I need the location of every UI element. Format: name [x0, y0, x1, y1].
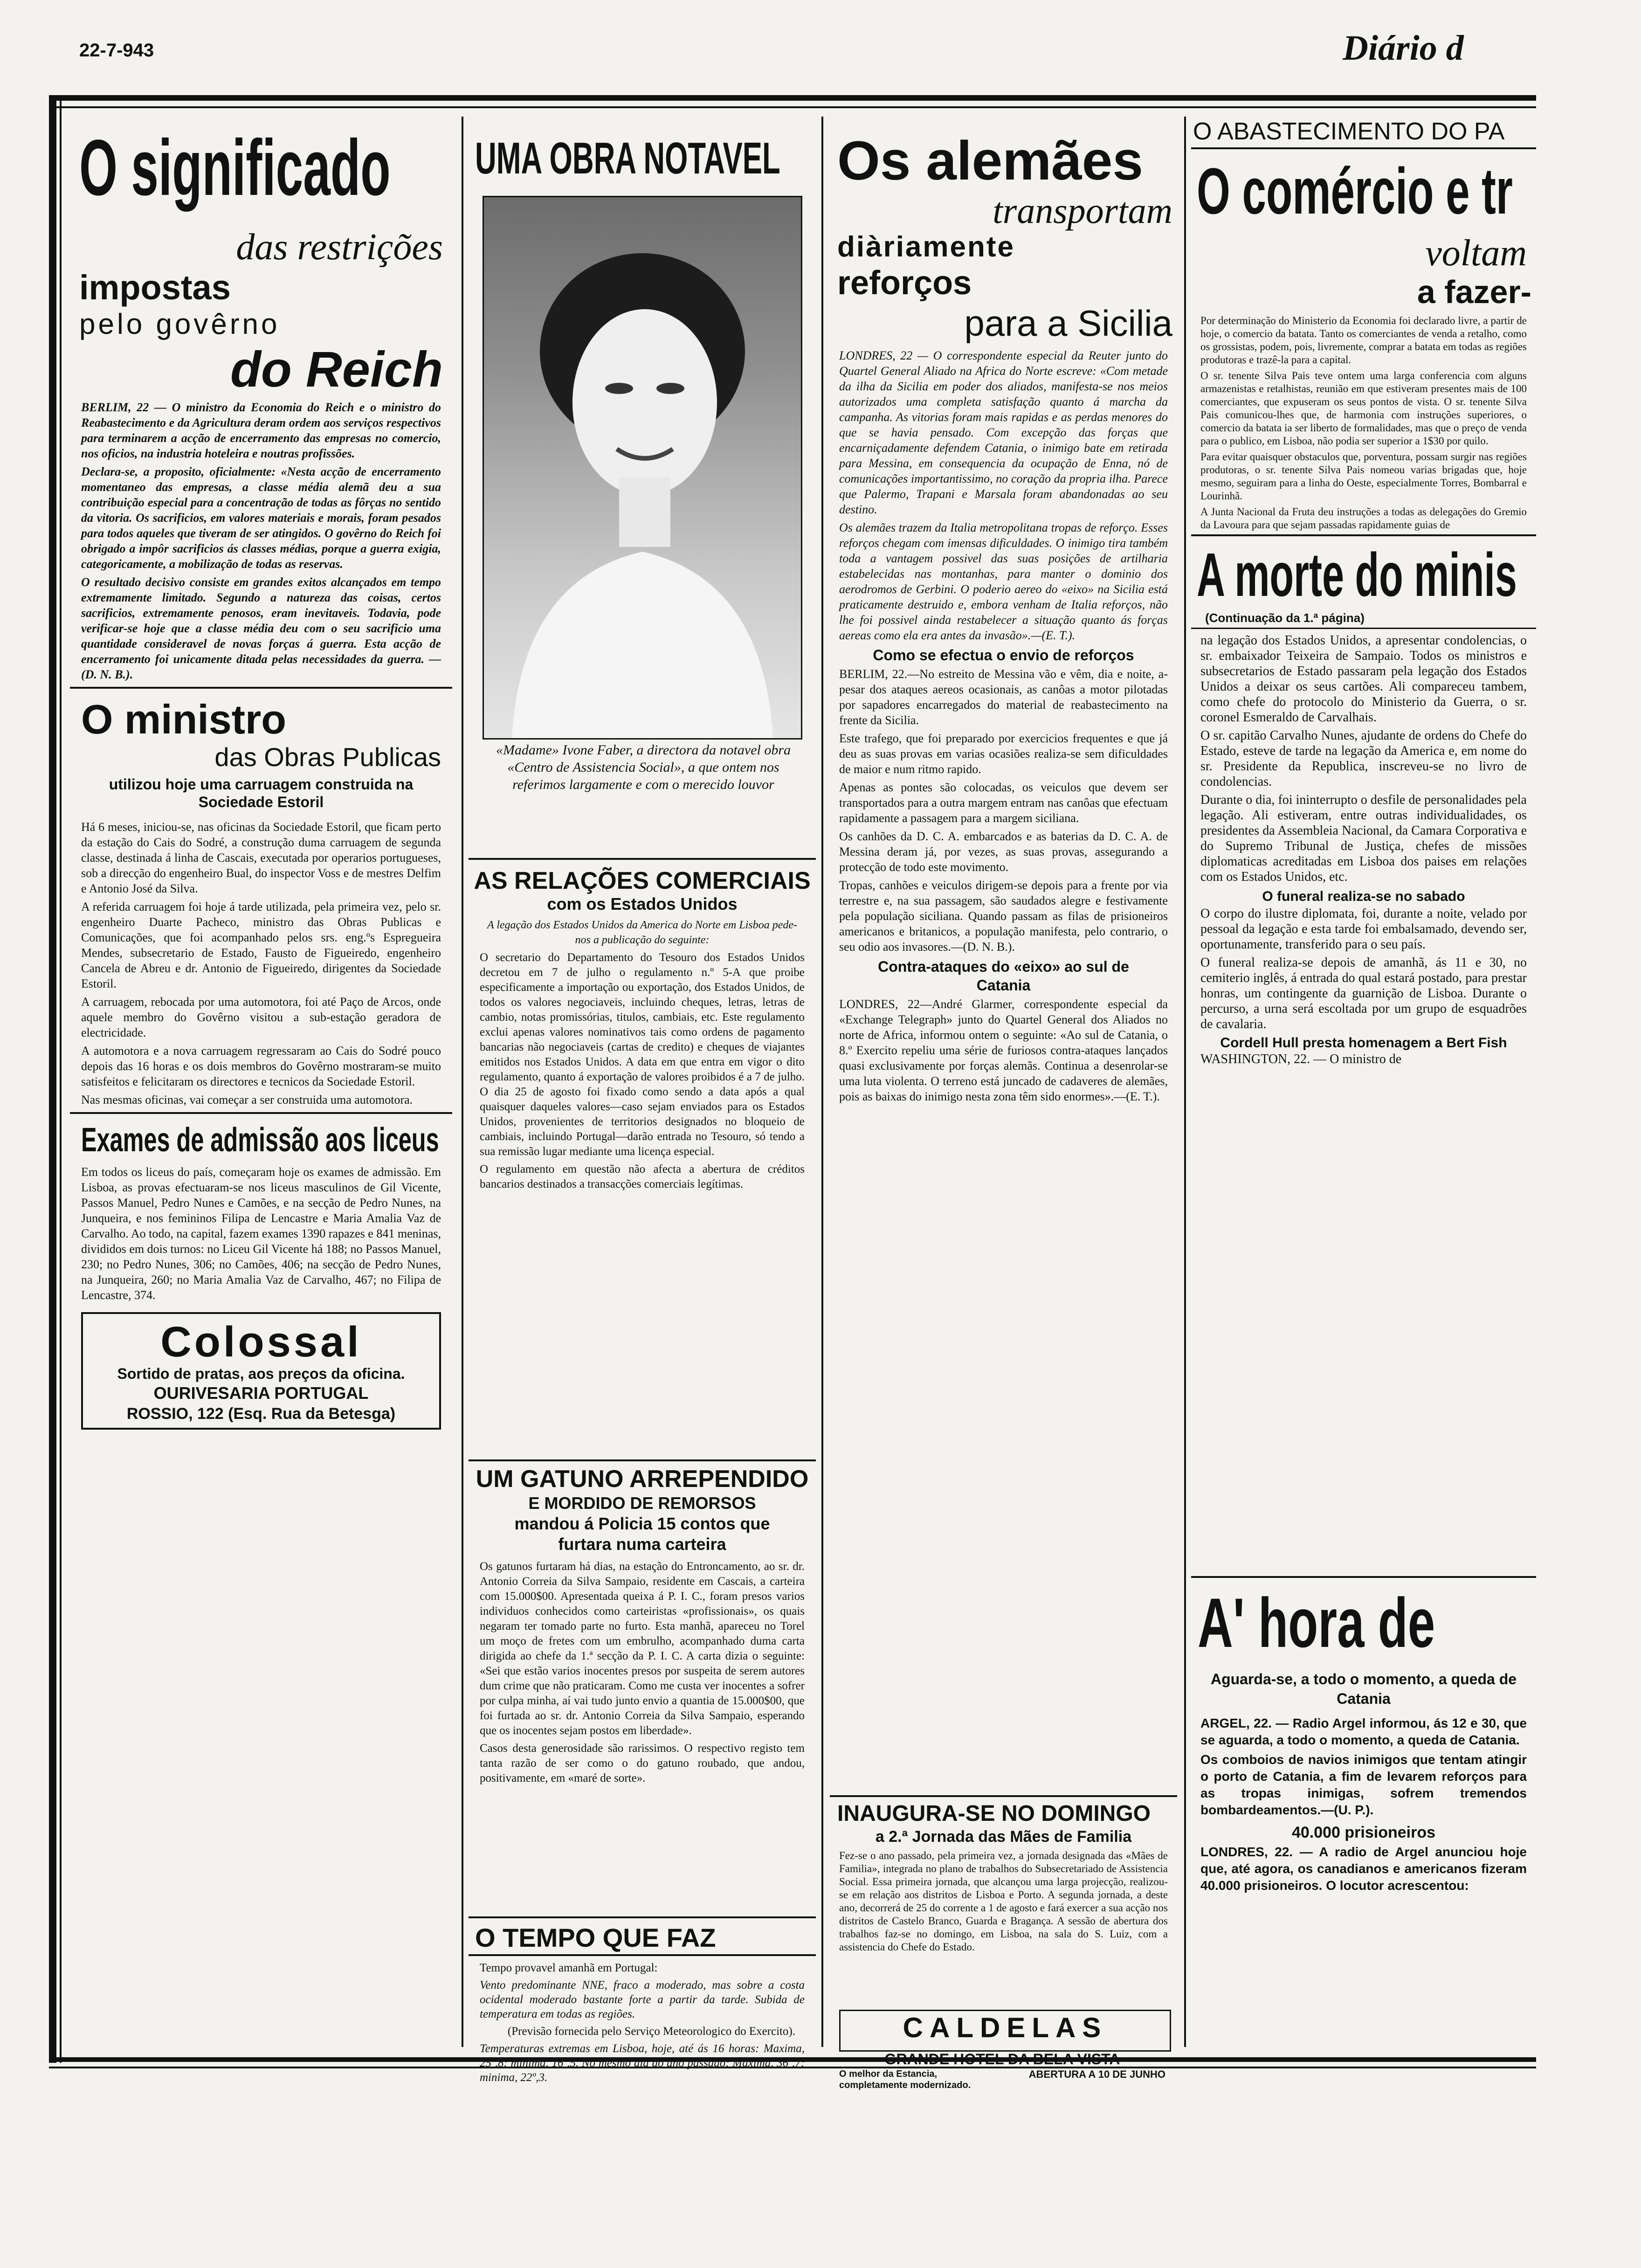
reich-headline-4: pelo govêrno — [79, 308, 280, 340]
ad-colossal-line3: ROSSIO, 122 (Esq. Rua da Betesga) — [126, 1405, 396, 1423]
gatuno-paragraph: Os gatunos furtaram há dias, na estação do Entroncamento, ao sr. dr. Antonio Correia da Silva Sampaio, residente em Cascais, a carteira com 15.000$00. Apresentada queixa á P. I. C., foram presos varios individuos conhecidos como carteiristas «profissionais», os quais negaram ter tomado parte no furto. Esta manhã, apareceu no Torel um moço de fretes com um embrulho, acompanhado duma carta dirigida ao chefe da 1.ª secção da P. I. C. A carta dizia o seguinte: «Sei que estão varios inocentes presos por suspeita de serem autores dum crime que não praticaram. Como me custa ver inocentes a sofrer por culpa minha, aí vai tudo junto envio a quantia de 15.000$00, que foi furtada ao sr. dr. Antonio Correia da Silva Sampaio, esperando que os inocentes sejam postos em liberdade». — [480, 1560, 805, 1737]
reich-headline-3: impostas — [79, 268, 231, 307]
reforcos-subhead: Como se efectua o envio de reforços — [873, 647, 1134, 664]
morte-continuation: (Continuação da 1.ª página) — [1205, 611, 1365, 625]
tempo-forecast: Vento predominante NNE, fraco a moderado, mas sobre a costa ocidental moderado bastante forte a partir da tarde. Subida de temperatura em todas as regiões. — [480, 1979, 805, 2020]
tempo-temperatures: Temperaturas extremas em Lisboa, hoje, até ás 16 horas: Maxima, 25º,8; minima, 16º,5. No mesmo dia do ano passado: Maxima, 36º,7; minima, 22º,3. — [480, 2042, 805, 2084]
reich-headline-1: O significado — [79, 124, 391, 212]
newspaper-name: Diário d — [1343, 28, 1464, 68]
column-2 — [469, 117, 816, 2084]
prisioneiros-paragraph: LONDRES, 22. — A radio de Argel anunciou hoje que, até agora, os canadianos e americanos fizeram 40.000 prisioneiros. O locutor acrescentou: — [1200, 1845, 1527, 1893]
hora-block — [1191, 1669, 1536, 1897]
inaugura-paragraph: Fez-se o ano passado, pela primeira vez, a jornada designada das «Mães de Familia», integrada no plano de trabalhos do Subsecretariado de Assistencia Social. Essa primeira jornada, que alcançou uma larga projecção, realizou-se em relação aos distritos de Lisboa e Porto. A segunda jornada, a deste ano, decorrerá de 25 do corrente a 1 de agosto e fará exercer a sua acção nos distritos de Castelo Branco, Guarda e Bragança. A sessão de abertura dos trabalhos faz-se no domingo, em Lisboa, na sala do S. Luiz, com a assistencia do Chefe do Estado. — [839, 1850, 1168, 1953]
divider — [469, 1916, 816, 1918]
ministro-paragraph: Nas mesmas oficinas, vai começar a ser construida uma automotora. — [81, 1093, 413, 1106]
ministro-paragraph: A automotora e a nova carruagem regressaram ao Cais do Sodré pouco depois das 16 horas e os dois membros do Govêrno mostraram-se muito satisfeitos e felicitaram os directores e tecnicos da Sociedade Estoril. — [81, 1044, 441, 1088]
reforcos-paragraph: Este trafego, que foi preparado por exercicios frequentes e que já deu as suas provas em varias ocasiões realiza-se sem dificuldades de maior e num ritmo rapido. — [839, 732, 1168, 776]
ad-caldelas-right: ABERTURA A 10 DE JUNHO — [1028, 2068, 1165, 2080]
divider — [70, 687, 452, 689]
alemaes-headline-1: Os alemães — [837, 130, 1144, 192]
divider — [1191, 1576, 1536, 1578]
tempo-source: (Previsão fornecida pelo Serviço Meteorologico do Exercito). — [507, 2025, 796, 2038]
gatuno-subhead-2: mandou á Policia 15 contos que furtara numa carteira — [514, 1514, 770, 1554]
divider — [1191, 628, 1536, 629]
ad-colossal — [81, 1312, 441, 1430]
funeral-subhead: O funeral realiza-se no sabado — [1262, 889, 1465, 904]
comercio-headline-2: voltam — [1425, 233, 1527, 274]
caption-wrap — [483, 741, 804, 796]
comercio-headline-wrap — [1191, 154, 1536, 233]
exames-paragraph: Em todos os liceus do país, começaram hoje os exames de admissão. Em Lisboa, as provas efectuaram-se nos liceus masculinos de Gil Vicente, Passos Manuel, Pedro Nunes e Camões, e na secção de Pedro Nunes, na Junqueira, e nos femininos Filipa de Lencastre e Maria Amalia Vaz de Carvalho. Ao todo, na capital, fazem exames 1390 rapazes e 841 meninas, divididos em dois turnos: no Liceu Gil Vicente há 188; no Passos Manuel, 230; no Pedro Nunes, 306; no Camões, 406; na secção de Pedro Nunes, na Junqueira, 260; no Maria Amalia Vaz de Carvalho, 467; no Filipa de Lencastre, 374. — [81, 1165, 441, 1302]
relacoes-subhead: com os Estados Unidos — [547, 894, 738, 913]
relacoes-article — [469, 914, 816, 1192]
gatuno-block — [469, 1465, 816, 1789]
portrait-figure — [484, 197, 801, 738]
hull-paragraph: WASHINGTON, 22. — O ministro de — [1200, 1052, 1402, 1066]
ad-colossal-line2: OURIVESARIA PORTUGAL — [153, 1383, 369, 1403]
alemaes-headline-3: diàriamente — [837, 231, 1015, 263]
divider — [1191, 534, 1536, 536]
hora-headline: A' hora de — [1198, 1583, 1435, 1662]
divider — [469, 1954, 816, 1956]
reforcos-paragraph: Apenas as pontes são colocadas, os veiculos que devem ser transportados para a outra margem entram nas canôas que efectuam rapidamente a passagem para a margem siciliana. — [839, 781, 1168, 825]
contra-ataques-paragraph: LONDRES, 22—André Glarmer, correspondente especial da «Exchange Telegraph» junto do Quartel General dos Aliados no norte de Africa, informou ontem o seguinte: «Ao sul de Catania, o 8.º Exercito repeliu uma série de furiosos contra-ataques lançados quasi exclusivamente por forças alemãs. Continua a desenrolar-se uma luta violenta. O terreno está juncado de cadaveres de alemães, pois as baixas do inimigo nesta zona têm sido enormes».—(E. T.). — [839, 997, 1168, 1103]
divider — [830, 1795, 1177, 1797]
comercio-headline: O comércio e tr — [1197, 154, 1513, 228]
exames-headline-wrap — [70, 1120, 452, 1162]
contra-ataques-subhead: Contra-ataques do «eixo» ao sul de Catania — [878, 958, 1129, 994]
ministro-paragraph: A referida carruagem foi hoje á tarde utilizada, pela primeira vez, pelo sr. engenheiro Duarte Pacheco, ministro das Obras Publicas e Comunicações, que foi acompanhado pelos srs. eng.ºs Espregueira Mendes, subsecretario de Estado, Fausto de Figueiredo, engenheiro Cancela de Abreu e dr. Antonio de Figueiredo, dirigentes da Sociedade Estoril. — [81, 900, 441, 990]
column-4 — [1191, 117, 1536, 2052]
tempo-block — [469, 1923, 816, 2088]
hull-subhead: Cordell Hull presta homenagem a Bert Fish — [1220, 1035, 1507, 1051]
obra-headline: UMA OBRA NOTAVEL — [475, 133, 780, 183]
ministro-headline-1: O ministro — [81, 696, 287, 742]
reforcos-paragraph: Os canhões da D. C. A. embarcados e as baterias da D. C. A. de Messina deram já, por vezes, as suas provas, assegurando a protecção de todo este movimento. — [839, 830, 1168, 874]
relacoes-intro: A legação dos Estados Unidos da America do Norte em Lisboa pede-nos a publicação do seguinte: — [487, 919, 798, 946]
ad-caldelas-subtitle: GRANDE HOTEL DA BELA VISTA — [884, 2051, 1120, 2067]
alemaes-headline-5: para a Sicilia — [964, 303, 1172, 344]
comercio-paragraph: A Junta Nacional da Fruta deu instruções a todas as delegações do Gremio da Lavoura para que sejam passadas rapidamente guias de — [1200, 506, 1527, 531]
left-border-inner — [60, 95, 62, 2063]
portrait-caption: «Madame» Ivone Faber, a directora da notavel obra «Centro de Assistencia Social», a que ontem nos referimos largamente e com o merecido louvor — [496, 742, 791, 792]
morte-article — [1191, 633, 1536, 1067]
col-separator-3 — [1184, 117, 1186, 2047]
reich-headline-2: das restrições — [236, 227, 443, 268]
left-border — [49, 95, 56, 2063]
relacoes-headline: AS RELAÇÕES COMERCIAIS — [474, 867, 811, 894]
exames-headline: Exames de admissão aos liceus — [81, 1121, 439, 1159]
hora-paragraph: Os comboios de navios inimigos que tentam atingir o porto de Catania, a fim de levarem reforços para as tropas inimigas, sofrem tremendos bombardeamentos.—(U. P.). — [1200, 1752, 1527, 1817]
reforcos-paragraph: BERLIM, 22.—No estreito de Messina vão e vêm, dia e noite, a-pesar dos ataques aereos ocasionais, as canôas a motor pilotadas por sapadores encarregados do material de reabastecimento na frente da Sicilia. — [839, 667, 1168, 727]
reich-headline-5: do Reich — [230, 341, 443, 397]
gatuno-subhead-1: E MORDIDO DE REMORSOS — [528, 1494, 756, 1513]
ministro-subhead: utilizou hoje uma carruagem construida na Sociedade Estoril — [109, 776, 414, 810]
divider — [469, 858, 816, 860]
col-separator-1 — [462, 117, 463, 2047]
reich-headline-1-wrap — [70, 117, 452, 226]
funeral-paragraph: O funeral realiza-se depois de amanhã, ás 11 e 30, no cemiterio inglês, á entrada do qual estará postado, para prestar honras, um contingente da guarnição de Lisboa. Durante o percurso, a urna será escoltada por um grupo de esquadrões de cavalaria. — [1200, 955, 1527, 1031]
ministro-paragraph: A carruagem, rebocada por uma automotora, foi até Paço de Arcos, onde aquele membro do Govêrno visitou a sub-estação geradora de electricidade. — [81, 995, 441, 1039]
relacoes-block — [469, 867, 816, 1195]
comercio-paragraph: Para evitar quaisquer obstaculos que, porventura, possam surgir nas regiões produtoras, o sr. tenente Silva Pais nomeou varias brigadas que, hoje mesmo, seguiram para a linha do Oeste, especialmente Torres, Bombarral e Lourinhã. — [1200, 451, 1527, 502]
ad-colossal-line1: Sortido de pratas, aos preços da oficina. — [117, 1365, 405, 1382]
prisioneiros-subhead: 40.000 prisioneiros — [1291, 1824, 1436, 1841]
relacoes-paragraph: O regulamento em questão não afecta a abertura de créditos bancarios destinados a transacções comerciais legítimas. — [480, 1163, 805, 1190]
alemaes-paragraph: Os alemães trazem da Italia metropolitana tropas de reforço. Esses reforços chegam com imensas dificuldades. O inimigo tira também toda a vantagem possivel das suas posições de artilharia estabelecidas nas montanhas, para manter o dominio dos aerodromos de Gerbini. O poderio aereo do «eixo» na Sicilia está praticamente destruido e, embora venham de Italia reforços, não lhe foi possivel ainda restabelecer a situação quanto ás forças aereas como ela era antes da invasão».—(E. T.). — [839, 521, 1168, 642]
comercio-paragraph: O sr. tenente Silva Pais teve ontem uma larga conferencia com alguns armazenistas e retalhistas, reunião em que estiveram presentes mais de 100 comerciantes, que expuseram os seus pontos de vista. O sr. tenente Silva Pais comunicou-lhes que, de harmonia com instruções superiores, o comercio da batata ia ser liberto de formalidades, mas que o preço de venda para o publico, em Lisboa, não podia ser superior a 1$30 por quilo. — [1200, 370, 1527, 447]
hora-headline-wrap — [1191, 1585, 1536, 1660]
morte-headline: A morte do minis — [1197, 540, 1517, 609]
alemaes-headline-4: reforços — [837, 264, 972, 302]
alemaes-headline-2: transportam — [993, 190, 1172, 231]
obra-headline-wrap — [469, 117, 816, 191]
morte-paragraph: O sr. capitão Carvalho Nunes, ajudante de ordens do Chefe do Estado, esteve de tarde na legação da America e, em nome do sr. Presidente da Republica, inscreveu-se no livro de condolencias. — [1200, 728, 1527, 789]
portrait-photo — [483, 196, 802, 740]
gatuno-paragraph: Casos desta generosidade são rarissimos. O respectivo registo tem tanta razão de ser como o do gatuno roubado, que andou, positivamente, em «maré de sorte». — [480, 1742, 805, 1784]
top-rule-thick — [49, 95, 1536, 101]
tempo-headline: O TEMPO QUE FAZ — [475, 1923, 716, 1952]
ministro-article — [70, 814, 452, 1107]
inaugura-headline: INAUGURA-SE NO DOMINGO — [837, 1801, 1151, 1826]
hora-subhead: Aguarda-se, a todo o momento, a queda de Catania — [1210, 1671, 1517, 1707]
reich-paragraph: BERLIM, 22 — O ministro da Economia do Reich e o ministro do Reabastecimento e da Agricultura deram ordem aos serviços respectivos para terminarem a acção de encerramento das empresas no comercio, nos oficios, na industria hoteleira e noutras profissões. — [81, 401, 441, 460]
abastecimento-kicker: O ABASTECIMENTO DO PA — [1193, 118, 1505, 145]
alemaes-article — [830, 344, 1177, 1104]
relacoes-paragraph: O secretario do Departamento do Tesouro dos Estados Unidos decretou em 7 de julho o regulamento n.º 5-A que proibe especificamente a importação ou exportação, dos Estados Unidos, de todos os valores negociaveis, incluindo cheques, letras, letras de cambio, notas promissórias, titulos, cambiais, etc. Este regulamento exclui apenas valores nominativos tais como ordens de pagamento bancarias não negociaveis (cartas de credito) e cheques de viajantes emitidos nos Estados Unidos. A data em que entra em vigor o dito regulamento, quanto á exportação de valores proibidos é a 7 de julho. O dia 25 de agosto foi fixado como sendo a data após a qual quaisquer daqueles valores—caso sejam enviados para os Estados Unidos, provenientes de territorios designados no bloqueio de cambiais, incluindo Portugal—darão entrada no Tesouro, só tendo a sua remissão lugar mediante uma licença especial. — [480, 951, 805, 1158]
comercio-headline-3: a fazer- — [1417, 274, 1531, 310]
comercio-article — [1191, 311, 1536, 532]
alemaes-paragraph: LONDRES, 22 — O correspondente especial da Reuter junto do Quartel General Aliado na Africa do Norte escreve: «Com metade da ilha da Sicilia em poder dos aliados, manifesta-se nos meios autorizados uma completa satisfação quanto á marcha da campanha. As vitorias foram mais rapidas e as perdas menores do que se havia pensado. Com excepção das forças que encarniçadamente defendem Catania, o inimigo bate em retirada para Messina, em consequencia da ocupação de Enna, nó de comunicações importantissimo, no coração da propria ilha. Parece que Palermo, Trapani e Marsala foram abandonadas ao seu destino. — [839, 349, 1168, 516]
gatuno-article — [469, 1555, 816, 1786]
inaugura-article — [830, 1846, 1177, 1954]
reich-paragraph: Declara-se, a proposito, oficialmente: «Nesta acção de encerramento momentaneo das empresas, a classe média alemã deu a sua contribuição especial para a concentração de todas as fôrças no sentido da vitoria. Os sacrificios, em valores materiais e morais, foram pesados para todos aqueles que tiveram de ser atingidos. O govêrno do Reich foi obrigado a impôr sacrificios ás classes médias, porque a guerra exigia, categoricamente, a mobilização de todas as reservas. — [81, 465, 441, 571]
ad-caldelas-left: O melhor da Estancia, completamente modernizado. — [839, 2069, 971, 2090]
tempo-intro: Tempo provavel amanhã em Portugal: — [480, 1962, 658, 1974]
ministro-paragraph: Há 6 meses, iniciou-se, nas oficinas da Sociedade Estoril, que ficam perto da estação do Cais do Sodré, a construção duma carruagem de segunda classe, destinada á linha de Cascais, executada por operarios portugueses, sob a direcção do engenheiro Bual, do inspector Voss e de mestres Delfim e Antonio José da Silva. — [81, 820, 441, 895]
divider — [70, 1112, 452, 1114]
exames-article — [70, 1162, 452, 1303]
gatuno-headline: UM GATUNO ARREPENDIDO — [476, 1466, 809, 1493]
reforcos-paragraph: Tropas, canhões e veiculos dirigem-se depois para a frente por via terrestre e, na sua passagem, são saudados alegre e festivamente pela população siciliana. Quando passam as filas de prisioneiros americanos e britanicos, a população manifesta, pelo contrario, o seu odio aos invasores.—(D. N. B.). — [839, 878, 1168, 954]
divider — [469, 1459, 816, 1461]
hora-article — [1191, 1708, 1536, 1894]
ad-colossal-title: Colossal — [160, 1318, 362, 1366]
column-3 — [830, 117, 1177, 2090]
ad-caldelas — [839, 2010, 1171, 2052]
hora-paragraph: ARGEL, 22. — Radio Argel informou, ás 12 e 30, que se aguarda, a todo o momento, a queda de Catania. — [1200, 1716, 1527, 1747]
inaugura-block — [830, 1801, 1177, 1957]
top-rule-thin — [49, 106, 1536, 108]
column-1 — [70, 117, 452, 2052]
ministro-headline-2: das Obras Publicas — [214, 742, 441, 772]
morte-paragraph: Durante o dia, foi ininterrupto o desfile de personalidades pela legação. Ali estiveram, entre outras individualidades, os presidentes da Assembleia Nacional, da Camara Corporativa e do Supremo Tribunal de Justiça, chefes de missões diplomaticas acreditadas em Lisboa dos paises em relações com os Estados Unidos, etc. — [1200, 793, 1527, 884]
issue-date: 22-7-943 — [79, 40, 154, 61]
ad-caldelas-title: CALDELAS — [903, 2012, 1108, 2043]
divider — [1191, 147, 1536, 149]
col-separator-2 — [821, 117, 823, 2047]
funeral-paragraph: O corpo do ilustre diplomata, foi, durante a noite, velado por pessoal da legação e esta tarde foi embalsamado, devendo ser, oportunamente, transferido para o seu país. — [1200, 906, 1527, 952]
morte-headline-wrap — [1191, 540, 1536, 610]
tempo-article — [469, 1961, 816, 2085]
comercio-paragraph: Por determinação do Ministerio da Economia foi declarado livre, a partir de hoje, o comercio da batata. Tanto os comerciantes de venda a retalho, como os grossistas, podem, pois, livremente, comprar a batata em todas as regiões produtoras e trazê-la para a capital. — [1200, 315, 1527, 366]
morte-paragraph: na legação dos Estados Unidos, a apresentar condolencias, o sr. embaixador Teixeira de Sampaio. Todos os ministros e subsecretarios de Estado passaram pela legação dos Estados Unidos a deixar os seus cartões. Ali compareceu tambem, como chefe do protocolo do Ministerio da Guerra, o sr. coronel Esmeraldo de Carvalhais. — [1200, 633, 1527, 725]
reich-paragraph: O resultado decisivo consiste em grandes exitos alcançados em tempo extremamente limitado. Segundo a natureza das coisas, certos sacrificios, extremamente penosos, eram inevitaveis. Todavia, pode verificar-se hoje que a classe média deu com o seu sacrificio uma quantidade consideravel de novas forças á guerra. Esta acção de encerramento foi unicamente ditada pelas necessidades da guerra. —(D. N. B.). — [81, 575, 441, 681]
inaugura-subhead: a 2.ª Jornada das Mães de Familia — [875, 1828, 1132, 1846]
reich-article — [70, 397, 452, 682]
